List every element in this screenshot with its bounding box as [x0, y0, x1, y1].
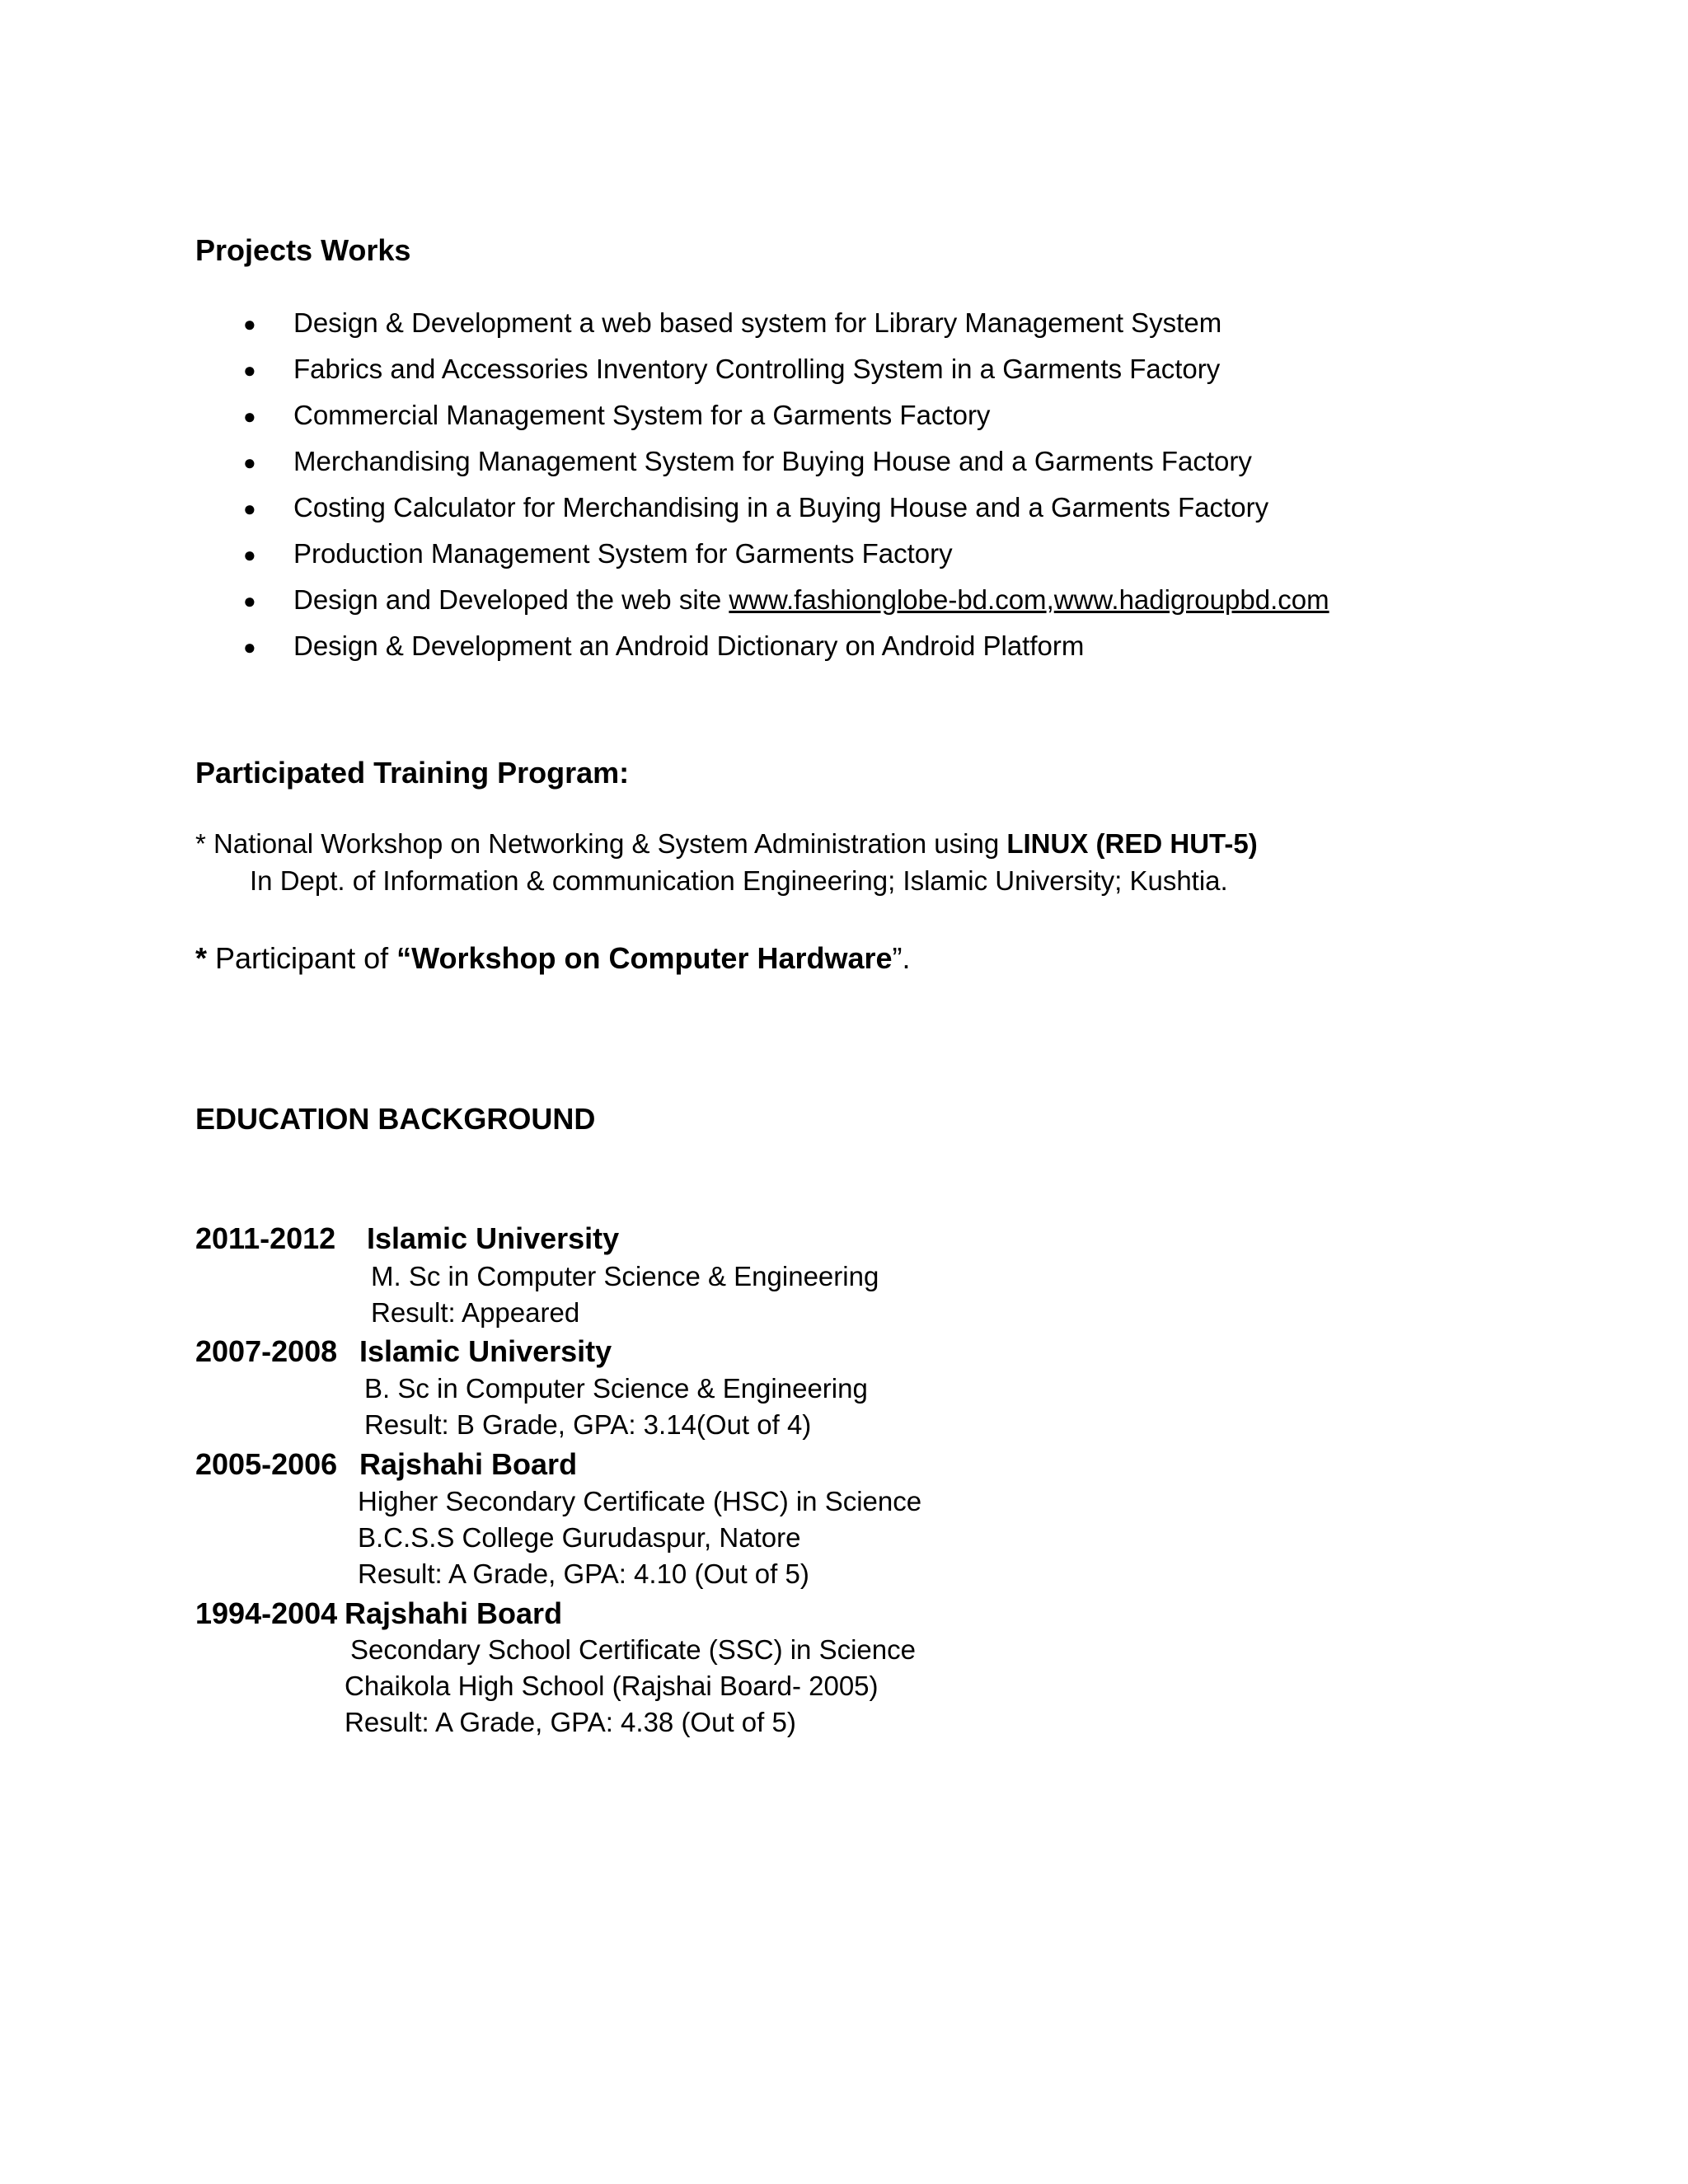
- education-detail: Higher Secondary Certificate (HSC) in Science: [358, 1486, 922, 1516]
- training-item-text: * National Workshop on Networking & System Administration using: [195, 828, 1007, 859]
- education-detail: Chaikola High School (Rajshai Board- 2005): [345, 1671, 879, 1701]
- education-detail: B.C.S.S College Gurudaspur, Natore: [358, 1522, 801, 1553]
- education-institution: Rajshahi Board: [359, 1447, 578, 1481]
- bullet-icon: ●: [243, 312, 256, 336]
- training-item-text: Participant of: [207, 941, 397, 975]
- education-detail: Result: A Grade, GPA: 4.10 (Out of 5): [358, 1558, 809, 1589]
- training-heading: Participated Training Program:: [195, 756, 630, 790]
- education-detail: B. Sc in Computer Science & Engineering: [364, 1373, 868, 1404]
- education-years: 1994-2004: [195, 1596, 338, 1630]
- list-item: Merchandising Management System for Buying House and a Garments Factory: [293, 446, 1252, 476]
- bullet-icon: ●: [243, 635, 256, 659]
- education-heading: EDUCATION BACKGROUND: [195, 1102, 596, 1136]
- projects-heading: Projects Works: [195, 233, 411, 267]
- fashionglobe-link[interactable]: www.fashionglobe-bd.com: [729, 584, 1047, 615]
- education-institution: Islamic University: [367, 1221, 620, 1255]
- bullet-icon: ●: [243, 358, 256, 382]
- list-item: Costing Calculator for Merchandising in a Buying House and a Garments Factory: [293, 492, 1269, 523]
- bullet-icon: ●: [243, 588, 256, 613]
- education-detail: Secondary School Certificate (SSC) in Science: [350, 1634, 916, 1665]
- education-years: 2005-2006: [195, 1447, 338, 1481]
- education-years: 2011-2012: [195, 1221, 336, 1255]
- bullet-icon: ●: [243, 542, 256, 567]
- list-item-websites: [293, 584, 1329, 616]
- link-separator: ,: [1046, 584, 1054, 615]
- list-item: Design & Development an Android Dictionary on Android Platform: [293, 630, 1085, 661]
- quote-close: ”.: [892, 941, 911, 975]
- list-item: Design & Development a web based system for Library Management System: [293, 307, 1222, 338]
- training-item-hardware: [195, 941, 911, 976]
- star-bullet: *: [195, 941, 208, 975]
- training-item-linux: [195, 828, 1258, 860]
- list-item: Production Management System for Garments Factory: [293, 538, 953, 569]
- education-detail: Result: A Grade, GPA: 4.38 (Out of 5): [345, 1707, 796, 1737]
- education-detail: Result: Appeared: [371, 1297, 580, 1328]
- list-item: Commercial Management System for a Garments Factory: [293, 400, 991, 430]
- education-institution: Islamic University: [359, 1334, 612, 1368]
- list-item: Fabrics and Accessories Inventory Controlling System in a Garments Factory: [293, 354, 1221, 384]
- education-detail: Result: B Grade, GPA: 3.14(Out of 4): [364, 1409, 812, 1440]
- education-institution: Rajshahi Board: [345, 1596, 563, 1630]
- workshop-title: “Workshop on Computer Hardware: [396, 941, 893, 975]
- linux-label: LINUX (RED HUT-5): [1006, 828, 1258, 859]
- web-item-prefix: Design and Developed the web site: [293, 584, 729, 615]
- bullet-icon: ●: [243, 450, 256, 475]
- education-detail: M. Sc in Computer Science & Engineering: [371, 1261, 879, 1291]
- training-item-detail: In Dept. of Information & communication Engineering; Islamic University; Kushtia.: [250, 865, 1228, 896]
- education-years: 2007-2008: [195, 1334, 338, 1368]
- bullet-icon: ●: [243, 404, 256, 429]
- hadigroup-link[interactable]: www.hadigroupbd.com: [1053, 584, 1329, 615]
- bullet-icon: ●: [243, 496, 256, 521]
